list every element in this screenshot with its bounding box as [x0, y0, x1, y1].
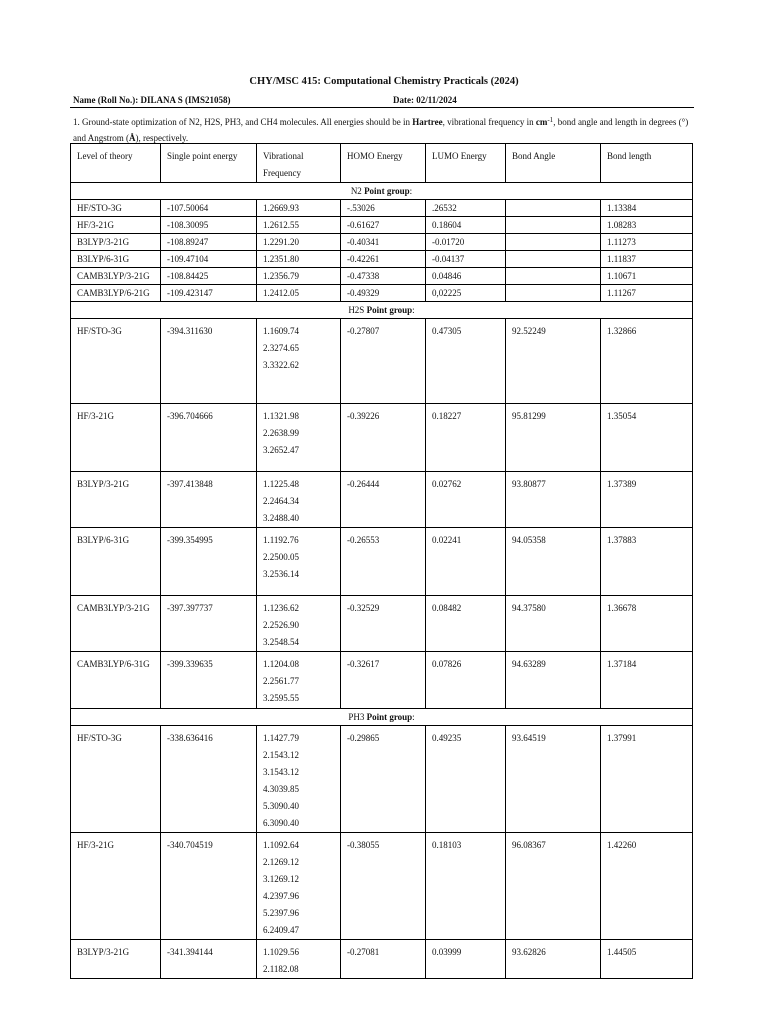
- cell-level: B3LYP/6-31G: [71, 251, 161, 268]
- frequency-value: 3.2595.55: [263, 693, 299, 703]
- cell-energy: -341.394144: [161, 940, 257, 979]
- cell-freq: [257, 404, 341, 472]
- cell-lumo: 0.04846: [426, 268, 506, 285]
- cell-level: CAMB3LYP/3-21G: [71, 268, 161, 285]
- group-header: [71, 302, 693, 319]
- question-text: [73, 114, 698, 146]
- intro-unit-superscript: -1: [547, 116, 554, 124]
- cell-lumo: 0.49235: [426, 726, 506, 833]
- cell-angle: 93.64519: [506, 726, 601, 833]
- cell-energy: -108.89247: [161, 234, 257, 251]
- group-header-row: [71, 709, 693, 726]
- cell-lumo: 0.02241: [426, 528, 506, 596]
- cell-angle: 93.62826: [506, 940, 601, 979]
- cell-homo: -0.27081: [341, 940, 426, 979]
- cell-length: 1.10671: [601, 268, 693, 285]
- cell-freq: [257, 472, 341, 528]
- cell-angle: 93.80877: [506, 472, 601, 528]
- header-meta: [73, 95, 693, 105]
- intro-unit-angstrom: Å: [129, 133, 136, 143]
- table-row: [71, 285, 693, 302]
- molecule-name: PH3: [348, 712, 365, 722]
- cell-lumo: 0.18604: [426, 217, 506, 234]
- cell-lumo: 0.18103: [426, 833, 506, 940]
- cell-homo: -0.61627: [341, 217, 426, 234]
- cell-level: HF/3-21G: [71, 217, 161, 234]
- frequency-value: 1.2351.80: [263, 254, 299, 264]
- cell-freq: [257, 726, 341, 833]
- frequency-value: 2.1182.08: [263, 964, 299, 974]
- table-row: [71, 726, 693, 833]
- table-row: [71, 319, 693, 404]
- cell-lumo: 0.18227: [426, 404, 506, 472]
- table-row: [71, 200, 693, 217]
- cell-energy: -396.704666: [161, 404, 257, 472]
- cell-length: 1.37991: [601, 726, 693, 833]
- cell-homo: -0.47338: [341, 268, 426, 285]
- frequency-value: 3.2536.14: [263, 569, 299, 579]
- cell-lumo: -0.01720: [426, 234, 506, 251]
- table-row: [71, 217, 693, 234]
- cell-freq: [257, 652, 341, 709]
- cell-homo: -0.39226: [341, 404, 426, 472]
- cell-level: B3LYP/3-21G: [71, 940, 161, 979]
- frequency-value: 5.3090.40: [263, 801, 299, 811]
- column-header: Vibrational Frequency: [257, 144, 341, 183]
- cell-length: 1.08283: [601, 217, 693, 234]
- table-row: [71, 268, 693, 285]
- cell-homo: -0.29865: [341, 726, 426, 833]
- column-header: Level of theory: [71, 144, 161, 183]
- table-header-row: [71, 144, 693, 183]
- point-group-label: Point group: [366, 305, 413, 315]
- cell-energy: -340.704519: [161, 833, 257, 940]
- intro-text: 1. Ground-state optimization of N2, H2S, PH3, and CH4 molecules. All energies should be in: [73, 117, 413, 127]
- point-group-label: Point group: [366, 712, 413, 722]
- cell-level: B3LYP/3-21G: [71, 234, 161, 251]
- frequency-value: 3.1543.12: [263, 767, 299, 777]
- cell-lumo: 0,02225: [426, 285, 506, 302]
- table-row: [71, 251, 693, 268]
- frequency-value: 2.2638.99: [263, 428, 299, 438]
- cell-level: HF/STO-3G: [71, 200, 161, 217]
- group-header: [71, 183, 693, 200]
- name-value: DILANA S (IMS21058): [140, 95, 231, 105]
- cell-lumo: 0.08482: [426, 596, 506, 652]
- table-row: [71, 833, 693, 940]
- cell-length: 1.13384: [601, 200, 693, 217]
- cell-level: HF/STO-3G: [71, 319, 161, 404]
- intro-text: ), respectively.: [135, 133, 189, 143]
- cell-energy: -399.354995: [161, 528, 257, 596]
- cell-homo: -0.38055: [341, 833, 426, 940]
- frequency-value: 6.2409.47: [263, 925, 299, 935]
- cell-length: 1.11273: [601, 234, 693, 251]
- cell-energy: -399.339635: [161, 652, 257, 709]
- cell-length: 1.37184: [601, 652, 693, 709]
- frequency-value: 3.3322.62: [263, 360, 299, 370]
- cell-lumo: 0.02762: [426, 472, 506, 528]
- cell-angle: 95.81299: [506, 404, 601, 472]
- results-table-body: [71, 144, 693, 979]
- cell-level: HF/3-21G: [71, 833, 161, 940]
- group-header-row: [71, 183, 693, 200]
- date-value: 02/11/2024: [416, 95, 457, 105]
- cell-angle: [506, 217, 601, 234]
- frequency-value: 3.2652.47: [263, 445, 299, 455]
- cell-homo: -0.32529: [341, 596, 426, 652]
- cell-angle: [506, 234, 601, 251]
- frequency-value: 2.2500.05: [263, 552, 299, 562]
- cell-lumo: 0.47305: [426, 319, 506, 404]
- frequency-value: 1.1225.48: [263, 479, 299, 489]
- point-group-colon: :: [412, 305, 415, 315]
- cell-energy: -397.413848: [161, 472, 257, 528]
- cell-energy: -109.423147: [161, 285, 257, 302]
- cell-angle: 94.63289: [506, 652, 601, 709]
- table-row: [71, 940, 693, 979]
- cell-length: 1.37883: [601, 528, 693, 596]
- frequency-value: 3.2488.40: [263, 513, 299, 523]
- cell-angle: 94.05358: [506, 528, 601, 596]
- group-header: [71, 709, 693, 726]
- cell-energy: -109.47104: [161, 251, 257, 268]
- frequency-value: 4.3039.85: [263, 784, 299, 794]
- table-row: [71, 652, 693, 709]
- table-row: [71, 404, 693, 472]
- frequency-value: 1.1092.64: [263, 840, 299, 850]
- cell-length: 1.11837: [601, 251, 693, 268]
- cell-lumo: -0.04137: [426, 251, 506, 268]
- cell-homo: -.53026: [341, 200, 426, 217]
- frequency-value: 6.3090.40: [263, 818, 299, 828]
- cell-length: 1.32866: [601, 319, 693, 404]
- cell-freq: [257, 596, 341, 652]
- cell-freq: [257, 234, 341, 251]
- frequency-value: 1.1321.98: [263, 411, 299, 421]
- cell-length: 1.37389: [601, 472, 693, 528]
- frequency-value: 1.2356.79: [263, 271, 299, 281]
- cell-length: 1.35054: [601, 404, 693, 472]
- column-header: Single point energy: [161, 144, 257, 183]
- cell-length: 1.11267: [601, 285, 693, 302]
- cell-angle: 92.52249: [506, 319, 601, 404]
- frequency-value: 1.2291.20: [263, 237, 299, 247]
- frequency-value: 2.2464.34: [263, 496, 299, 506]
- frequency-value: 1.2412.05: [263, 288, 299, 298]
- intro-unit-hartree: Hartree: [412, 117, 443, 127]
- cell-energy: -397.397737: [161, 596, 257, 652]
- date-label: Date:: [393, 95, 414, 105]
- frequency-value: 2.3274.65: [263, 343, 299, 353]
- cell-freq: [257, 268, 341, 285]
- table-row: [71, 234, 693, 251]
- column-header: Bond length: [601, 144, 693, 183]
- frequency-value: 4.2397.96: [263, 891, 299, 901]
- frequency-value: 1.2612.55: [263, 220, 299, 230]
- column-header: LUMO Energy: [426, 144, 506, 183]
- frequency-value: 1.1236.62: [263, 603, 299, 613]
- document-title: CHY/MSC 415: Computational Chemistry Practicals (2024): [249, 76, 519, 87]
- cell-level: CAMB3LYP/3-21G: [71, 596, 161, 652]
- frequency-value: 3.1269.12: [263, 874, 299, 884]
- name-label: Name (Roll No.):: [73, 95, 139, 105]
- cell-level: B3LYP/3-21G: [71, 472, 161, 528]
- cell-freq: [257, 285, 341, 302]
- cell-angle: [506, 200, 601, 217]
- frequency-value: 1.1192.76: [263, 535, 299, 545]
- frequency-value: 1.2669.93: [263, 203, 299, 213]
- cell-homo: -0.42261: [341, 251, 426, 268]
- cell-lumo: .26532: [426, 200, 506, 217]
- cell-freq: [257, 528, 341, 596]
- frequency-value: 1.1427.79: [263, 733, 299, 743]
- cell-homo: -0.26444: [341, 472, 426, 528]
- cell-length: 1.36678: [601, 596, 693, 652]
- date: [393, 95, 457, 105]
- cell-level: B3LYP/6-31G: [71, 528, 161, 596]
- intro-unit-cm: cm: [535, 117, 548, 127]
- frequency-value: 3.2548.54: [263, 637, 299, 647]
- cell-angle: 96.08367: [506, 833, 601, 940]
- cell-angle: [506, 251, 601, 268]
- results-table: [70, 143, 693, 979]
- frequency-value: 1.1204.08: [263, 659, 299, 669]
- cell-freq: [257, 833, 341, 940]
- frequency-value: 1.1029.56: [263, 947, 299, 957]
- molecule-name: N2: [350, 186, 362, 196]
- header-divider: [70, 107, 694, 108]
- frequency-value: 2.2526.90: [263, 620, 299, 630]
- cell-energy: -108.30095: [161, 217, 257, 234]
- cell-level: HF/STO-3G: [71, 726, 161, 833]
- column-header: Bond Angle: [506, 144, 601, 183]
- cell-lumo: 0.07826: [426, 652, 506, 709]
- cell-freq: [257, 319, 341, 404]
- point-group-label: Point group: [364, 186, 410, 196]
- cell-level: HF/3-21G: [71, 404, 161, 472]
- cell-freq: [257, 940, 341, 979]
- frequency-value: 2.1269.12: [263, 857, 299, 867]
- cell-homo: -0.49329: [341, 285, 426, 302]
- cell-energy: -108.84425: [161, 268, 257, 285]
- cell-freq: [257, 200, 341, 217]
- cell-homo: -0.40341: [341, 234, 426, 251]
- cell-level: CAMB3LYP/6-21G: [71, 285, 161, 302]
- cell-angle: [506, 285, 601, 302]
- column-header: HOMO Energy: [341, 144, 426, 183]
- cell-energy: -107.50064: [161, 200, 257, 217]
- cell-freq: [257, 251, 341, 268]
- frequency-value: 5.2397.96: [263, 908, 299, 918]
- cell-homo: -0.27807: [341, 319, 426, 404]
- table-row: [71, 472, 693, 528]
- cell-level: CAMB3LYP/6-31G: [71, 652, 161, 709]
- molecule-name: H2S: [348, 305, 365, 315]
- cell-energy: -338.636416: [161, 726, 257, 833]
- cell-homo: -0.32617: [341, 652, 426, 709]
- frequency-value: 1.1609.74: [263, 326, 299, 336]
- point-group-colon: :: [409, 186, 413, 196]
- point-group-colon: :: [412, 712, 415, 722]
- cell-homo: -0.26553: [341, 528, 426, 596]
- cell-length: 1.42260: [601, 833, 693, 940]
- cell-lumo: 0.03999: [426, 940, 506, 979]
- intro-text: , vibrational frequency in: [442, 117, 536, 127]
- cell-freq: [257, 217, 341, 234]
- cell-length: 1.44505: [601, 940, 693, 979]
- cell-energy: -394.311630: [161, 319, 257, 404]
- group-header-row: [71, 302, 693, 319]
- frequency-value: 2.2561.77: [263, 676, 299, 686]
- table-row: [71, 596, 693, 652]
- frequency-value: 2.1543.12: [263, 750, 299, 760]
- cell-angle: 94.37580: [506, 596, 601, 652]
- cell-angle: [506, 268, 601, 285]
- intro-text: , bond angle and length in degrees (°) and Angstrom (: [73, 117, 689, 143]
- table-row: [71, 528, 693, 596]
